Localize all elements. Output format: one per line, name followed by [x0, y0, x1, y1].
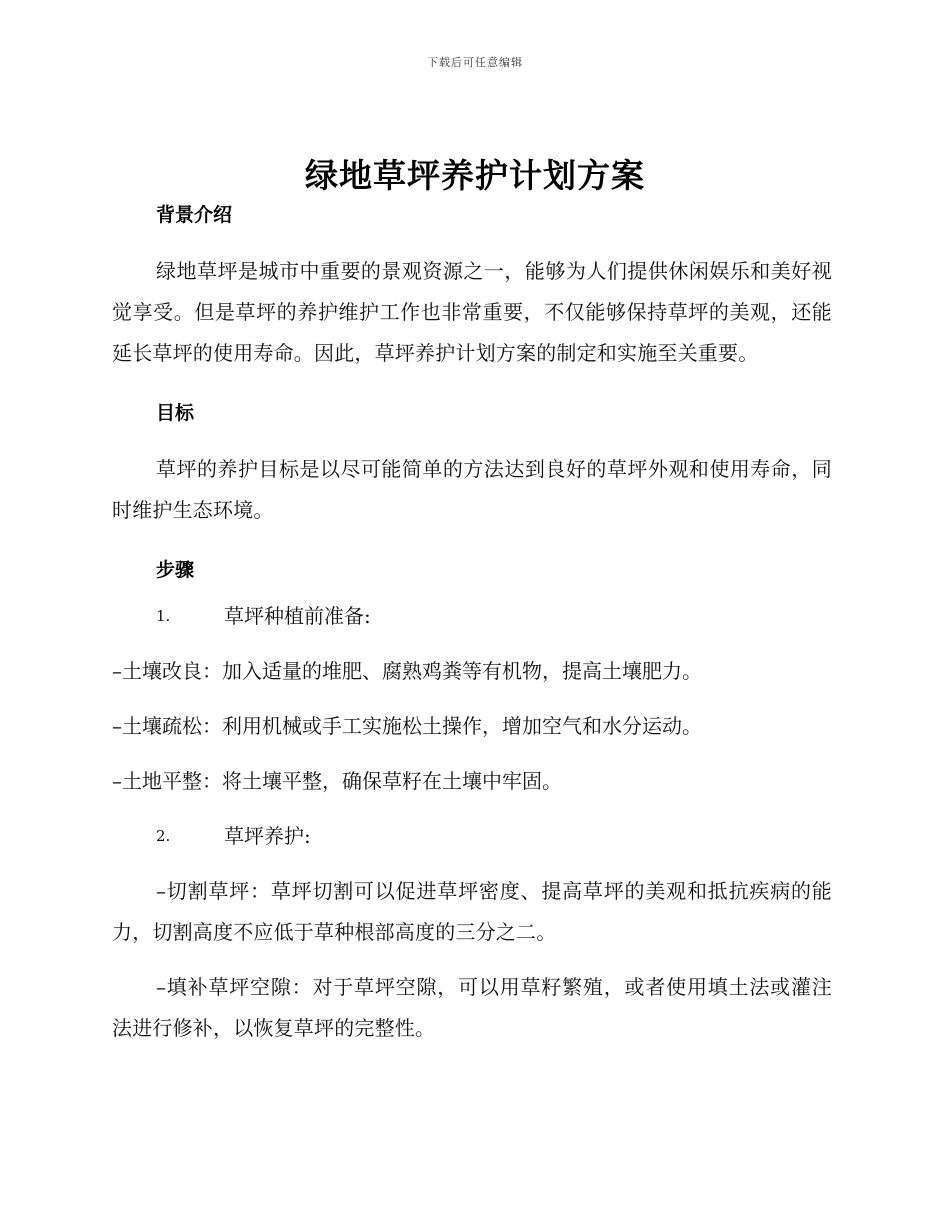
- step-1: [112, 596, 832, 637]
- document-title: 绿地草坪养护计划方案: [305, 156, 645, 195]
- step-1-item: –土壤改良：加入适量的堆肥、腐熟鸡粪等有机物，提高土壤肥力。: [112, 659, 702, 683]
- step-2-item: –切割草坪：草坪切割可以促进草坪密度、提高草坪的美观和抵抗疾病的能力，切割高度不应低于草种根部高度的三分之二。: [112, 879, 832, 944]
- step-2: [112, 816, 832, 857]
- step-1-number: 1.: [156, 607, 171, 625]
- header-note: 下载后可任意编辑: [427, 56, 523, 69]
- goal-paragraph: 草坪的养护目标是以尽可能简单的方法达到良好的草坪外观和使用寿命，同时维护生态环境。: [112, 457, 832, 522]
- section-heading-steps: 步骤: [156, 559, 195, 581]
- step-1-item: –土地平整：将土壤平整，确保草籽在土壤中牢固。: [112, 769, 562, 793]
- section-heading-background: 背景介绍: [156, 204, 233, 226]
- step-2-number: 2.: [156, 827, 171, 845]
- step-2-title: 草坪养护:: [224, 824, 311, 848]
- step-1-title: 草坪种植前准备:: [224, 604, 371, 628]
- section-heading-goal: 目标: [156, 402, 195, 424]
- document-body: [112, 200, 832, 1049]
- step-1-item: –土壤疏松：利用机械或手工实施松土操作，增加空气和水分运动。: [112, 714, 702, 738]
- background-paragraph: 绿地草坪是城市中重要的景观资源之一，能够为人们提供休闲娱乐和美好视觉享受。但是草坪的养护维护工作也非常重要，不仅能够保持草坪的美观，还能延长草坪的使用寿命。因此，草坪养护计划方案的制定和实施至关重要。: [112, 259, 832, 365]
- step-2-item: –填补草坪空隙：对于草坪空隙，可以用草籽繁殖，或者使用填土法或灌注法进行修补，以恢复草坪的完整性。: [112, 975, 832, 1040]
